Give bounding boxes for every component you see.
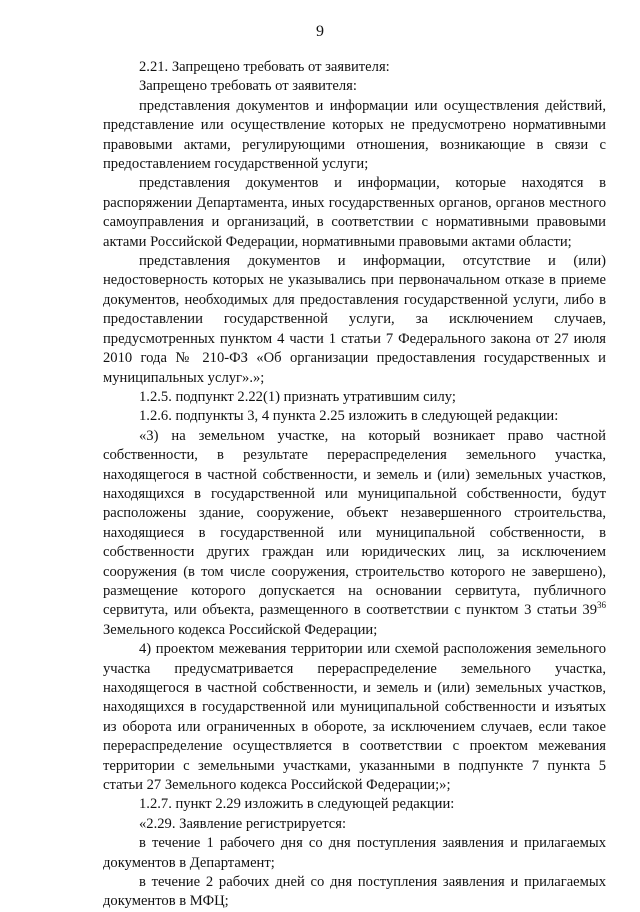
subitem-3-tail: Земельного кодекса Российской Федерации; xyxy=(103,621,378,638)
paragraph-1-2-5: 1.2.5. подпункт 2.22(1) признать утратившим силу; xyxy=(139,388,456,405)
paragraph-subitem-3 xyxy=(103,427,606,640)
paragraph-2-29: «2.29. Заявление регистрируется: xyxy=(139,815,347,832)
paragraph-prohibition-item-3: представления документов и информации, отсутствие и (или) недостоверность которых не указывались при первоначальном отказе в приеме документов, необходимых для предоставления государственной услуги, либо в предоставлении государственной услуги, за исключением случаев, предусмотренных пунктом 4 части 1 статьи 7 Федерального закона от 27 июля 2010 года № 210-ФЗ «Об организации предоставления государственных и муниципальных услуг».»; xyxy=(103,253,606,386)
paragraph-registration-mfc: в течение 2 рабочих дней со дня поступления заявления и прилагаемых документов в МФЦ; xyxy=(103,874,606,910)
article-superscript: 36 xyxy=(597,600,606,611)
page-number: 9 xyxy=(316,23,324,40)
paragraph-section-2-21: 2.21. Запрещено требовать от заявителя: xyxy=(139,59,390,75)
subitem-3-text: «3) на земельном участке, на который возникает право частной собственности, в результате перераспределения земельного участка, находящегося в частной собственности, и земель и (или) земельных участков, находящихся в государственной или муниципальной собственности, будут расположены здание, сооружение, объект незавершенного строительства, находящиеся в государственной или муниципальной собственности, в собственности других граждан или юридических лиц, за исключением сооружения (в том числе сооружения, строительство которого не завершено), размещение которого допускается на основании сервитута, публичного сервитута, или объекта, размещенного в соответствии с пунктом 3 статьи 39 xyxy=(103,427,606,619)
paragraph-1-2-7: 1.2.7. пункт 2.29 изложить в следующей редакции: xyxy=(139,796,455,813)
paragraph-prohibition-item-2: представления документов и информации, которые находятся в распоряжении Департамента, иных государственных органов, органов местного самоуправления и организаций, в соответствии с нормативными правовыми актами Российской Федерации, нормативными правовыми актами области; xyxy=(103,175,606,250)
paragraph-prohibition-intro: Запрещено требовать от заявителя: xyxy=(139,78,357,95)
paragraph-prohibition-item-1: представления документов и информации или осуществления действий, представление или осуществление которых не предусмотрено нормативными правовыми актами, регулирующими отношения, возникающие в связи с предоставлением государственной услуги; xyxy=(103,97,606,173)
paragraph-subitem-4: 4) проектом межевания территории или схемой расположения земельного участка предусматривается перераспределение земельного участка, находящегося в частной собственности, и земель и (или) земельных участков, находящихся в государственной или муниципальной собственности и изъятых из оборота или ограниченных в обороте, за исключением случаев, если такое перераспределение осуществляется в соответствии с проектом межевания территории с земельными участками, указанными в подпункте 7 пункта 5 статьи 27 Земельного кодекса Российской Федерации;»; xyxy=(103,641,606,794)
document-body xyxy=(103,58,606,912)
paragraph-registration-department: в течение 1 рабочего дня со дня поступления заявления и прилагаемых документов в Департамент; xyxy=(103,835,606,871)
paragraph-1-2-6: 1.2.6. подпункты 3, 4 пункта 2.25 изложить в следующей редакции: xyxy=(139,408,559,425)
